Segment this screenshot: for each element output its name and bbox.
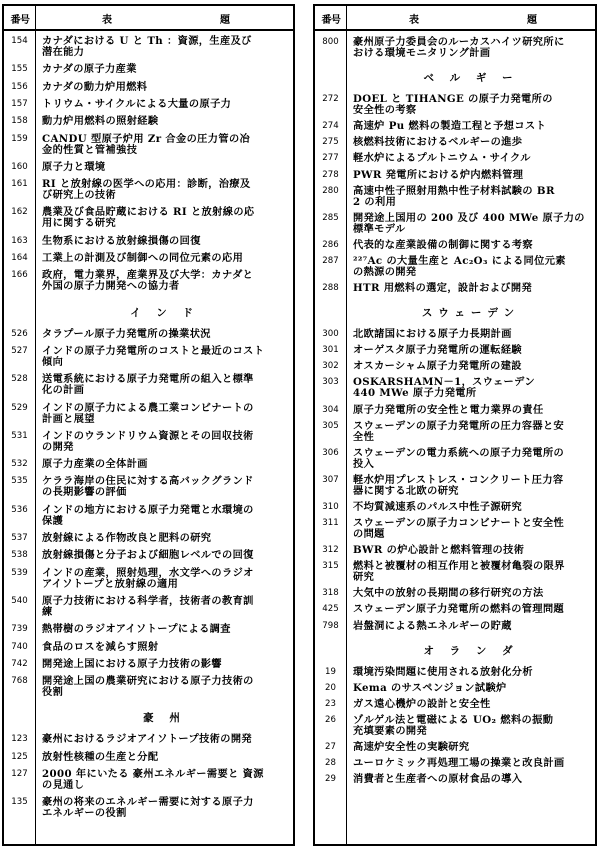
entry-title-line: 動力炉用燃料の照射経験 <box>42 115 159 128</box>
entry-title-line: の長期影響の評価 <box>42 486 127 499</box>
entry-title-line: タラプール原子力発電所の操業状況 <box>42 327 211 340</box>
entry-number: 540 <box>11 595 28 606</box>
entry-number: 312 <box>322 545 339 556</box>
entry-number: 135 <box>11 797 28 808</box>
entry-title-line: DOEL と TIHANGE の原子力発電所の <box>353 93 553 106</box>
entry-number: 302 <box>322 361 339 372</box>
entry-title <box>42 676 287 698</box>
section-heading: 豪 州 <box>143 712 186 725</box>
entry-title-line: オスカーシャム原子力発電所の建設 <box>353 360 522 373</box>
entry-number: 155 <box>11 64 28 75</box>
entry-number: 305 <box>322 420 339 431</box>
entry-title-line: 送電系統における原子力発電所の組入と標準 <box>42 373 254 386</box>
entry-title-line: の問題 <box>353 528 385 540</box>
entry-number: 272 <box>322 94 339 105</box>
entry-title <box>42 505 287 527</box>
entry-title <box>42 270 287 292</box>
entry-number: 275 <box>322 137 339 148</box>
entry-title <box>42 642 287 653</box>
entry-number: 740 <box>11 641 28 652</box>
entry-title-line: カナダの原子力産業 <box>42 63 137 76</box>
entry-title <box>353 345 589 356</box>
entry-title-line: 政府，電力業界，産業界及び大学：カナダと <box>42 269 254 282</box>
entry-number: 315 <box>322 561 339 572</box>
entry-title <box>42 533 287 544</box>
entry-title <box>353 213 589 235</box>
entry-number: 538 <box>11 550 28 561</box>
section-heading: スウェーデン <box>421 307 521 320</box>
entry-title <box>353 256 589 278</box>
entry-title-line: 標準モデル <box>353 222 406 235</box>
entry-title-line: 原子力発電所の安全性と電力業界の責任 <box>353 403 544 416</box>
entry-title-line: び研究上の技術 <box>42 189 117 202</box>
entry-title-line: 放射性核種の生産と分配 <box>42 750 159 763</box>
entry-number: 162 <box>11 207 28 218</box>
entry-title-line: 岩盤洞による熱エネルギーの貯蔵 <box>353 619 512 632</box>
entry-title-line: 北欧諸国における原子力長期計画 <box>353 328 512 341</box>
entry-title-line: OSKARSHAMN－1，スウェーデン <box>353 376 536 389</box>
entry-title <box>353 37 589 59</box>
entry-title-line: インドの原子力発電所のコストと最近のコスト <box>42 344 265 357</box>
entry-title <box>42 82 287 93</box>
table-header <box>4 6 293 31</box>
entry-title <box>42 116 287 127</box>
entry-title-line: カナダにおける U と Th ：資源，生産及び <box>42 35 252 47</box>
entry-title <box>353 621 589 632</box>
entry-number: 288 <box>322 283 339 293</box>
entry-number: 123 <box>11 734 28 745</box>
entry-title-line: 開発途上国における原子力技術の影響 <box>42 657 222 670</box>
entry-title <box>353 448 589 470</box>
entry-title-line: 研究 <box>353 571 375 584</box>
entry-title-line: ユーロケミック再処理工場の操業と改良計画 <box>353 757 565 770</box>
entry-number: 768 <box>11 676 28 687</box>
entry-title-line: 器に関する北欧の研究 <box>353 484 459 497</box>
entry-title <box>42 459 287 470</box>
section-heading: オ ラ ン ダ <box>423 644 519 657</box>
entry-title-line: の熱源の開発 <box>353 265 417 278</box>
entry-number: 287 <box>322 255 339 266</box>
entry-title <box>42 596 287 618</box>
entry-number: 157 <box>11 98 28 109</box>
entry-number: 159 <box>11 133 28 144</box>
entry-title <box>353 758 589 769</box>
entry-title <box>42 179 287 201</box>
entry-number: 304 <box>322 404 339 415</box>
entry-number: 154 <box>11 36 28 46</box>
entry-title-line: 充填要素の開発 <box>353 724 428 737</box>
entry-title-line: 外国の原子力開発への協力者 <box>42 280 180 293</box>
entry-title <box>42 431 287 453</box>
entry-title <box>353 475 589 497</box>
entry-title <box>353 518 589 540</box>
entry-title <box>42 797 287 819</box>
entry-title <box>42 207 287 229</box>
entry-title-line: 工業上の計測及び制御への同位元素の応用 <box>42 252 244 264</box>
entry-title-line: スウェーデンの原子力コンビナートと安全性 <box>353 517 565 529</box>
entry-number: 278 <box>322 169 339 180</box>
entry-title-line: の開発 <box>42 440 74 453</box>
entry-title-line: 440 MWe 原子力発電所 <box>353 387 477 400</box>
entry-title-line: 潜在能力 <box>42 46 85 58</box>
entry-title-line: 大気中の放射の長期間の移行研究の方法 <box>353 587 544 600</box>
entry-title-line: 不均質減速系のパルス中性子源研究 <box>353 500 523 513</box>
entry-title <box>353 153 589 164</box>
entry-title <box>42 624 287 635</box>
entry-title-line: 原子力技術における科学者，技術者の教育訓 <box>42 594 254 607</box>
entry-title <box>353 715 589 737</box>
entry-title-line: 役割 <box>42 686 64 699</box>
entry-title-line: CANDU 型原子炉用 Zr 合金の圧力管の冶 <box>42 132 251 145</box>
entry-title <box>353 667 589 678</box>
entry-title <box>353 421 589 443</box>
entry-number: 527 <box>11 345 28 356</box>
entry-title-line: 金的性質と管補強技 <box>42 143 138 156</box>
entry-title-line: 生物系における放射線損傷の回復 <box>42 234 201 247</box>
entry-number: 526 <box>11 328 28 339</box>
entry-title <box>353 186 589 208</box>
entry-title <box>353 774 589 785</box>
entry-number: 800 <box>322 37 339 47</box>
entry-number: 529 <box>11 402 28 413</box>
entry-title-line: カナダの動力炉用燃料 <box>42 80 148 93</box>
entry-title <box>42 162 287 173</box>
entry-title-line: 高速中性子照射用熱中性子材料試験の BR <box>353 184 555 197</box>
entry-title <box>353 545 589 556</box>
entry-title-line: 放射線損傷と分子および細胞レベルでの回復 <box>42 549 254 562</box>
header-title-1: 表 <box>102 15 112 26</box>
entry-number: 166 <box>11 270 28 281</box>
entry-title <box>42 374 287 396</box>
entry-title-line: 投入 <box>353 457 375 470</box>
entry-title <box>353 683 589 694</box>
entry-title <box>353 94 589 116</box>
entry-title <box>42 253 287 264</box>
entry-title-line: 高速炉 Pu 燃料の製造工程と予想コスト <box>353 120 547 133</box>
entry-title <box>42 36 287 58</box>
entry-number: 318 <box>322 588 339 599</box>
entry-title-line: ケララ海岸の住民に対する高バックグランド <box>42 475 254 488</box>
entry-number: 742 <box>11 658 28 669</box>
entry-number: 739 <box>11 624 28 635</box>
entry-number: 164 <box>11 253 28 263</box>
entry-title <box>353 699 589 710</box>
entry-title-line: 燃料と被覆材の相互作用と被覆材亀裂の限界 <box>353 560 565 573</box>
entry-number: 311 <box>322 518 339 528</box>
entry-number: 528 <box>11 374 28 385</box>
entry-title <box>42 64 287 75</box>
entry-title <box>353 405 589 416</box>
entry-title-line: アイソトープと放射線の適用 <box>42 577 179 590</box>
entry-number: 19 <box>325 666 336 677</box>
entry-title-line: 原子力産業の全体計画 <box>42 458 148 471</box>
entry-title <box>353 377 589 399</box>
entry-number: 286 <box>322 239 339 250</box>
header-title-2: 題 <box>527 15 537 26</box>
entry-title-line: 化の計画 <box>42 384 85 397</box>
entry-title-line: ガス遠心機炉の設計と安全性 <box>353 697 491 710</box>
header-number: 番号 <box>321 15 341 26</box>
entry-number: 300 <box>322 329 339 340</box>
entry-title-line: 保護 <box>42 514 64 527</box>
header-title-1: 表 <box>409 15 419 26</box>
entry-title <box>42 346 287 368</box>
entry-number: 26 <box>325 714 336 725</box>
entry-title-line: 高速炉安全性の実験研究 <box>353 741 470 753</box>
entry-title <box>42 550 287 561</box>
entry-title-line: 全性 <box>353 430 375 443</box>
entry-title <box>353 170 589 181</box>
entry-title-line: 練 <box>42 605 53 618</box>
entry-title-line: 軽水炉用プレストレス・コンクリート圧力容 <box>353 473 564 486</box>
entry-title <box>42 329 287 340</box>
entry-title <box>353 502 589 513</box>
entry-number: 163 <box>11 235 28 246</box>
entry-title <box>42 568 287 590</box>
entry-title-line: 消費者と生産者への原材食品の導入 <box>353 773 523 786</box>
entry-title-line: 開発途上国用の 200 及び 400 MWe 原子力の <box>353 211 585 224</box>
entry-title <box>42 752 287 763</box>
entry-number: 303 <box>322 377 339 388</box>
entry-number: 535 <box>11 476 28 487</box>
entry-title <box>42 734 287 745</box>
entry-title-line: インドの産業，照射処理，水文学へのラジオ <box>42 566 254 579</box>
entry-title-line: 豪州におけるラジオアイソトープ技術の開発 <box>42 733 253 746</box>
entry-title <box>353 604 589 615</box>
entry-title <box>353 137 589 148</box>
entry-number: 539 <box>11 567 28 578</box>
entry-number: 27 <box>325 742 336 752</box>
entry-title-line: 原子力と環境 <box>42 160 106 173</box>
entry-title-line: インドの地方における原子力発電と水環境の <box>42 503 254 516</box>
entry-title-line: スウェーデンの原子力発電所の圧力容器と安 <box>353 419 565 432</box>
entry-title-line: 放射線による作物改良と肥料の研究 <box>42 532 212 544</box>
entry-number: 29 <box>325 774 336 785</box>
header-number: 番号 <box>10 15 30 26</box>
entry-number: 531 <box>11 430 28 441</box>
entry-title-line: 傾向 <box>42 355 64 368</box>
entry-title <box>42 99 287 110</box>
entry-number: 125 <box>11 751 28 762</box>
entry-number: 307 <box>322 474 339 485</box>
entry-title-line: の見通し <box>42 779 85 791</box>
entry-number: 425 <box>322 604 339 615</box>
entry-number: 537 <box>11 533 28 543</box>
entry-number: 285 <box>322 212 339 223</box>
entry-title-line: エネルギーの役割 <box>42 807 127 820</box>
entry-number: 280 <box>322 185 339 196</box>
entry-title <box>353 588 589 599</box>
entry-title <box>42 659 287 670</box>
entry-title-line: ²²⁷Ac の大量生産と Ac₂O₃ による同位元素 <box>353 254 566 267</box>
entry-title-line: BWR の炉心設計と燃料管理の技術 <box>353 544 525 557</box>
entry-number: 156 <box>11 81 28 92</box>
entry-number: 310 <box>322 501 339 512</box>
table-header <box>315 6 595 31</box>
entry-title-line: 環境汚染問題に使用される放射化分析 <box>353 665 533 678</box>
entry-title-line: 用に関する研究 <box>42 217 117 230</box>
entry-title-line: 軽水炉によるプルトニウム・サイクル <box>353 152 531 165</box>
entry-title <box>353 742 589 753</box>
entry-number: 536 <box>11 504 28 515</box>
entry-title <box>353 329 589 340</box>
entry-number: 532 <box>11 459 28 470</box>
entry-title <box>353 240 589 251</box>
entry-number: 160 <box>11 161 28 172</box>
entry-number: 20 <box>325 682 336 693</box>
entry-number: 158 <box>11 116 28 127</box>
section-heading: イ ン ド <box>130 306 199 319</box>
entry-title-line: 計画と展望 <box>42 412 95 425</box>
column-divider <box>346 6 347 844</box>
entry-number: 274 <box>322 121 339 132</box>
entry-title-line: 豪州原子力委員会のルーカスハイツ研究所に <box>353 36 565 48</box>
entry-number: 127 <box>11 769 28 779</box>
entry-title-line: HTR 用燃料の選定，設計および開発 <box>353 282 533 294</box>
entry-number: 301 <box>322 345 339 356</box>
entry-number: 798 <box>322 620 339 631</box>
entry-title-line: 核燃料技術におけるベルギーの進歩 <box>353 136 523 149</box>
entry-title-line: 豪州の将来のエネルギー需要に対する原子力 <box>42 796 254 809</box>
entry-title-line: インドのウランドリウム資源とその回収技術 <box>42 429 254 442</box>
entry-title-line: おける環境モニタリング計画 <box>353 47 491 59</box>
entry-number: 277 <box>322 153 339 164</box>
entry-title-line: スウェーデン原子力発電所の燃料の管理問題 <box>353 603 565 616</box>
entry-title-line: スウェーデンの電力系統への原子力発電所の <box>353 446 565 459</box>
right-table <box>313 4 597 846</box>
entry-title <box>353 121 589 132</box>
entry-title <box>42 476 287 498</box>
entry-title-line: 食品のロスを減らす照射 <box>42 640 159 653</box>
header-title-2: 題 <box>220 15 230 26</box>
entry-title-line: Kema のサスペンジョン試験炉 <box>353 681 507 694</box>
entry-number: 23 <box>325 698 336 709</box>
entry-number: 28 <box>325 758 336 769</box>
entry-title-line: 2 の利用 <box>353 195 397 208</box>
entry-title-line: オーゲスタ原子力発電所の運転経験 <box>353 344 522 357</box>
entry-title-line: RI と放射線の医学への応用：診断，治療及 <box>42 178 251 191</box>
entry-title <box>42 403 287 425</box>
entry-title-line: 安全性の考察 <box>353 104 417 117</box>
entry-title-line: トリウム・サイクルによる大量の原子力 <box>42 97 232 110</box>
entry-title-line: 代表的な産業設備の制御に関する考察 <box>353 238 533 251</box>
entry-title <box>353 361 589 372</box>
entry-title-line: ゾルゲル法と電磁による UO₂ 燃料の振動 <box>353 713 554 726</box>
entry-title <box>42 769 287 791</box>
entry-title-line: PWR 発電所における炉内燃料管理 <box>353 168 524 181</box>
entry-title-line: 2000 年にいたる 豪州エネルギー需要と 資源 <box>42 768 264 780</box>
entry-title-line: インドの原子力による農工業コンビナートの <box>42 401 254 414</box>
entry-title-line: 開発途上国の農業研究における原子力技術の <box>42 675 254 688</box>
left-table <box>2 4 295 846</box>
entry-title <box>353 561 589 583</box>
entry-title-line: 熱帯樹のラジオアイソトープによる調査 <box>42 623 231 636</box>
entry-title <box>42 236 287 247</box>
section-heading: ベ ル ギ ー <box>423 72 519 85</box>
entry-title <box>42 134 287 156</box>
entry-title <box>353 283 589 294</box>
entry-number: 306 <box>322 447 339 458</box>
entry-number: 161 <box>11 179 28 190</box>
entry-title-line: 農業及び食品貯蔵における RI と放射線の応 <box>42 206 255 219</box>
